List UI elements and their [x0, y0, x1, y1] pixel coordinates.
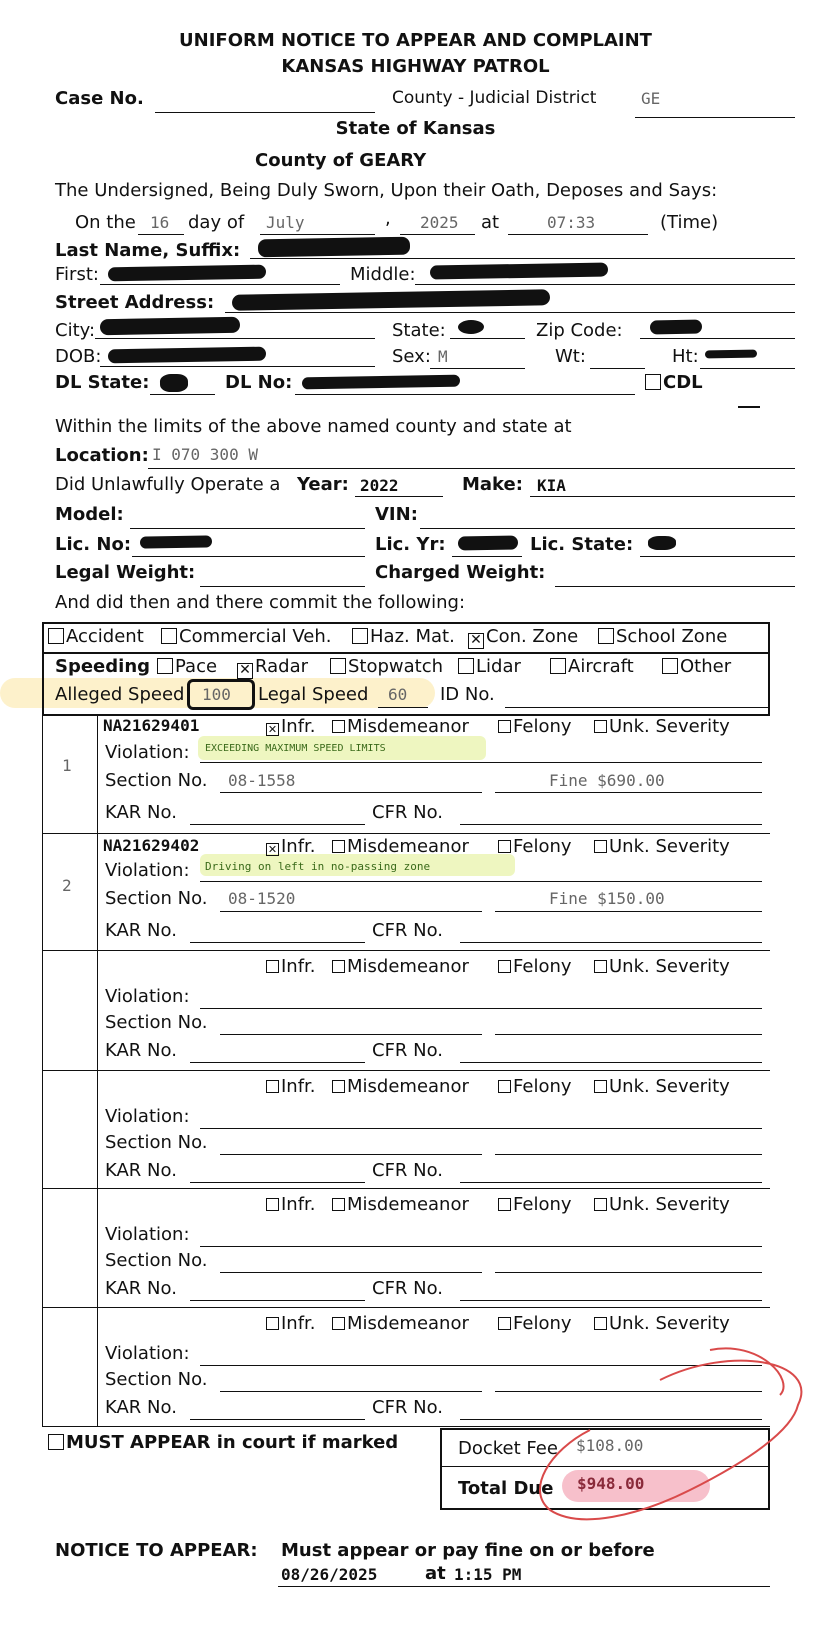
misdemeanor-label: Misdemeanor	[347, 1194, 469, 1215]
appear-date: 08/26/2025	[281, 1565, 378, 1584]
violation-6-section-label: Section No.	[105, 1369, 208, 1390]
felony-label: Felony	[513, 836, 572, 857]
violation-3-felony[interactable]	[498, 956, 572, 977]
violation-1-code: NA21629401	[103, 716, 200, 735]
lic-no-label: Lic. No:	[55, 534, 132, 555]
dob-label: DOB:	[55, 346, 102, 367]
vehicle-year-label: Year:	[297, 474, 349, 495]
time-label: (Time)	[660, 212, 719, 233]
violation-2-number: 2	[62, 876, 72, 895]
accident-checkbox[interactable]	[48, 626, 144, 647]
violation-1-fine: Fine $690.00	[549, 771, 665, 790]
total-due-value: $948.00	[577, 1474, 645, 1493]
violation-6-unk[interactable]	[594, 1313, 730, 1334]
notice-text: Must appear or pay fine on or before	[281, 1540, 655, 1561]
vehicle-make-value: KIA	[537, 476, 566, 495]
violation-5-infr[interactable]	[266, 1194, 316, 1215]
redaction	[458, 535, 518, 550]
violation-1-felony[interactable]	[498, 716, 572, 737]
redaction	[160, 374, 188, 392]
violation-5-cfr-label: CFR No.	[372, 1278, 444, 1299]
violation-2-code: NA21629402	[103, 836, 200, 855]
violation-5-label: Violation:	[105, 1224, 190, 1245]
felony-label: Felony	[513, 1076, 572, 1097]
con-zone-label: Con. Zone	[486, 626, 579, 647]
alleged-speed-value: 100	[202, 685, 231, 704]
year-value: 2025	[420, 213, 459, 232]
vehicle-make-label: Make:	[462, 474, 523, 495]
id-no-label: ID No.	[440, 684, 495, 705]
violation-6-infr[interactable]	[266, 1313, 316, 1334]
violation-6-cfr-label: CFR No.	[372, 1397, 444, 1418]
appear-at-label: at	[425, 1563, 446, 1584]
redaction	[100, 317, 240, 335]
unk-label: Unk. Severity	[609, 1313, 730, 1334]
violation-3-misd[interactable]	[332, 956, 469, 977]
pace-checkbox[interactable]	[157, 656, 217, 677]
violation-1-infr[interactable]: ✕ Infr.	[267, 716, 316, 737]
location-label: Location:	[55, 445, 149, 466]
legal-speed-label: Legal Speed	[258, 684, 369, 705]
redaction	[705, 350, 757, 359]
misdemeanor-label: Misdemeanor	[347, 836, 469, 857]
violation-4-cfr-label: CFR No.	[372, 1160, 444, 1181]
violation-2-misd[interactable]	[332, 836, 469, 857]
violation-3-label: Violation:	[105, 986, 190, 1007]
violation-1-label: Violation:	[105, 742, 190, 763]
must-appear-label: MUST APPEAR in court if marked	[66, 1432, 399, 1453]
violation-3-section-label: Section No.	[105, 1012, 208, 1033]
redaction	[108, 347, 266, 364]
commit-text: And did then and there commit the following:	[55, 592, 466, 613]
hazmat-checkbox[interactable]	[352, 626, 455, 647]
violation-1-section: 08-1558	[228, 771, 296, 790]
city-label: City:	[55, 320, 96, 341]
aircraft-label: Aircraft	[568, 656, 634, 677]
middle-name-label: Middle:	[350, 264, 416, 285]
redaction	[648, 536, 676, 550]
violation-2-desc: Driving on left in no-passing zone	[205, 860, 431, 873]
lic-state-label: Lic. State:	[530, 534, 634, 555]
violation-2-kar-label: KAR No.	[105, 920, 177, 941]
violation-4-kar-label: KAR No.	[105, 1160, 177, 1181]
speeding-label: Speeding	[55, 656, 151, 677]
unk-label: Unk. Severity	[609, 1076, 730, 1097]
violation-6-kar-label: KAR No.	[105, 1397, 177, 1418]
school-zone-label: School Zone	[616, 626, 728, 647]
violation-2-infr[interactable]: ✕ Infr.	[267, 836, 316, 857]
lidar-checkbox[interactable]	[458, 656, 521, 677]
appear-time: 1:15 PM	[454, 1565, 522, 1584]
redaction	[302, 375, 460, 390]
time-value: 07:33	[547, 213, 596, 232]
vehicle-year-value: 2022	[360, 476, 399, 495]
violation-5-unk[interactable]	[594, 1194, 730, 1215]
violation-3-infr[interactable]	[266, 956, 316, 977]
state-name: State of Kansas	[335, 118, 496, 139]
violation-4-felony[interactable]	[498, 1076, 572, 1097]
cdl-checkbox[interactable]	[645, 372, 703, 393]
violation-3-unk[interactable]	[594, 956, 730, 977]
violation-5-kar-label: KAR No.	[105, 1278, 177, 1299]
infr-label: Infr.	[281, 1194, 316, 1215]
violation-4-infr[interactable]	[266, 1076, 316, 1097]
radar-checkbox[interactable]: ✕ Radar	[237, 656, 308, 679]
violation-5-section-label: Section No.	[105, 1250, 208, 1271]
violation-4-unk[interactable]	[594, 1076, 730, 1097]
commercial-checkbox[interactable]	[161, 626, 332, 647]
unk-label: Unk. Severity	[609, 1194, 730, 1215]
zip-code-label: Zip Code:	[536, 320, 623, 341]
violation-2-section-label: Section No.	[105, 888, 208, 909]
violation-4-misd[interactable]	[332, 1076, 469, 1097]
redaction	[232, 289, 550, 311]
must-appear-checkbox[interactable]	[48, 1432, 398, 1453]
school-zone-checkbox[interactable]	[598, 626, 727, 647]
street-address-label: Street Address:	[55, 292, 215, 313]
at-label: at	[481, 212, 500, 233]
state-label: State:	[392, 320, 446, 341]
stopwatch-checkbox[interactable]	[330, 656, 443, 677]
felony-label: Felony	[513, 716, 572, 737]
violation-6-felony[interactable]	[498, 1313, 572, 1334]
violation-6-misd[interactable]	[332, 1313, 469, 1334]
violation-6-label: Violation:	[105, 1343, 190, 1364]
misdemeanor-label: Misdemeanor	[347, 956, 469, 977]
county-value: GEARY	[359, 150, 427, 171]
violation-3-kar-label: KAR No.	[105, 1040, 177, 1061]
violation-1-kar-label: KAR No.	[105, 802, 177, 823]
redaction	[140, 535, 212, 548]
docket-fee-value: $108.00	[576, 1436, 644, 1455]
radar-label: Radar	[255, 656, 308, 677]
dl-state-label: DL State:	[55, 372, 150, 393]
redaction	[108, 265, 266, 282]
violation-1-unk[interactable]	[594, 716, 730, 737]
infr-label: Infr.	[281, 716, 316, 737]
infr-label: Infr.	[281, 1313, 316, 1334]
violation-2-unk[interactable]	[594, 836, 730, 857]
legal-weight-label: Legal Weight:	[55, 562, 196, 583]
infr-label: Infr.	[281, 1076, 316, 1097]
violation-1-section-label: Section No.	[105, 770, 208, 791]
redaction	[650, 320, 702, 335]
stopwatch-label: Stopwatch	[348, 656, 444, 677]
vin-label: VIN:	[375, 504, 418, 525]
redaction	[458, 320, 484, 334]
felony-label: Felony	[513, 1313, 572, 1334]
day-of-label: day of	[188, 212, 245, 233]
infr-label: Infr.	[281, 956, 316, 977]
violation-1-number: 1	[62, 756, 72, 775]
total-due-label: Total Due	[458, 1478, 554, 1499]
other-label: Other	[680, 656, 732, 677]
unk-label: Unk. Severity	[609, 716, 730, 737]
aircraft-checkbox[interactable]	[550, 656, 634, 677]
operate-text: Did Unlawfully Operate a	[55, 474, 281, 495]
legal-speed-value: 60	[388, 685, 408, 704]
sex-label: Sex:	[392, 346, 431, 367]
pace-label: Pace	[175, 656, 218, 677]
height-label: Ht:	[672, 346, 699, 367]
redaction	[258, 237, 410, 258]
infr-label: Infr.	[281, 836, 316, 857]
redaction	[430, 262, 608, 279]
violation-1-misd[interactable]	[332, 716, 469, 737]
county-label: County of	[255, 150, 354, 171]
violation-2-label: Violation:	[105, 860, 190, 881]
day-value: 16	[150, 213, 170, 232]
oath-text: The Undersigned, Being Duly Sworn, Upon their Oath, Deposes and Says:	[55, 180, 718, 201]
lidar-label: Lidar	[476, 656, 521, 677]
weight-label: Wt:	[555, 346, 586, 367]
cdl-label: CDL	[663, 372, 703, 393]
misdemeanor-label: Misdemeanor	[347, 1076, 469, 1097]
on-the-label: On the	[75, 212, 136, 233]
form-title: UNIFORM NOTICE TO APPEAR AND COMPLAINT	[179, 30, 652, 51]
county-district-value: GE	[641, 89, 661, 108]
hazmat-label: Haz. Mat.	[370, 626, 455, 647]
con-zone-checkbox[interactable]: ✕ Con. Zone	[468, 626, 578, 649]
violation-2-cfr-label: CFR No.	[372, 920, 444, 941]
county-heading	[255, 150, 426, 171]
docket-fee-label: Docket Fee	[458, 1438, 558, 1459]
felony-label: Felony	[513, 1194, 572, 1215]
violation-2-felony[interactable]	[498, 836, 572, 857]
within-limits-text: Within the limits of the above named county and state at	[55, 416, 572, 437]
violation-1-cfr-label: CFR No.	[372, 802, 444, 823]
accident-label: Accident	[66, 626, 144, 647]
month-value: July	[266, 213, 305, 232]
location-value: I 070 300 W	[152, 445, 258, 464]
agency-name: KANSAS HIGHWAY PATROL	[281, 56, 550, 77]
other-checkbox[interactable]	[662, 656, 731, 677]
case-no-label: Case No.	[55, 88, 144, 109]
alleged-speed-label: Alleged Speed	[55, 684, 185, 705]
unk-label: Unk. Severity	[609, 956, 730, 977]
notice-label: NOTICE TO APPEAR:	[55, 1540, 258, 1561]
violation-5-felony[interactable]	[498, 1194, 572, 1215]
model-label: Model:	[55, 504, 124, 525]
misdemeanor-label: Misdemeanor	[347, 716, 469, 737]
violation-2-fine: Fine $150.00	[549, 889, 665, 908]
last-name-label: Last Name, Suffix:	[55, 240, 241, 261]
red-annotation-circle	[530, 1340, 831, 1535]
commercial-label: Commercial Veh.	[179, 626, 332, 647]
misdemeanor-label: Misdemeanor	[347, 1313, 469, 1334]
comma: ,	[385, 208, 391, 229]
violation-3-cfr-label: CFR No.	[372, 1040, 444, 1061]
violation-2-section: 08-1520	[228, 889, 296, 908]
dl-no-label: DL No:	[225, 372, 293, 393]
county-district-label: County - Judicial District	[392, 88, 597, 108]
violation-1-desc: EXCEEDING MAXIMUM SPEED LIMITS	[205, 743, 386, 754]
violation-4-label: Violation:	[105, 1106, 190, 1127]
lic-yr-label: Lic. Yr:	[375, 534, 446, 555]
violation-5-misd[interactable]	[332, 1194, 469, 1215]
violation-4-section-label: Section No.	[105, 1132, 208, 1153]
first-name-label: First:	[55, 264, 99, 285]
charged-weight-label: Charged Weight:	[375, 562, 546, 583]
unk-label: Unk. Severity	[609, 836, 730, 857]
sex-value: M	[438, 347, 448, 366]
felony-label: Felony	[513, 956, 572, 977]
